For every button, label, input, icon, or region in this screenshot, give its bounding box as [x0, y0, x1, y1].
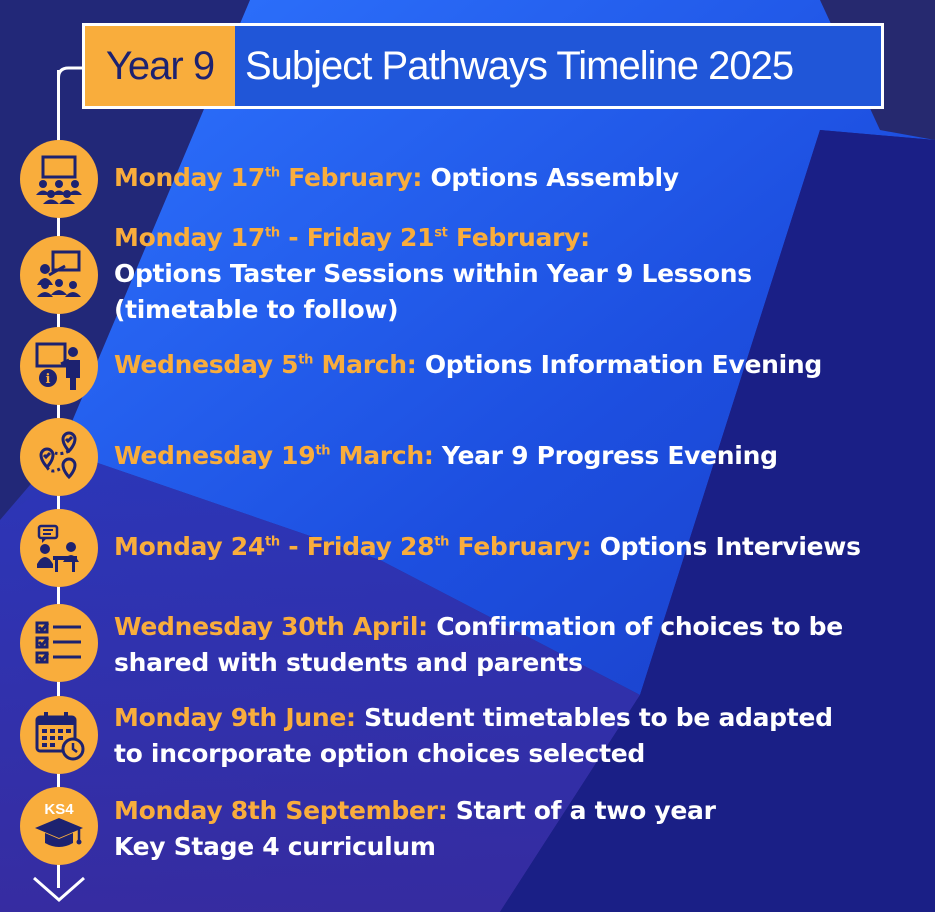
presentation-icon — [20, 236, 98, 314]
item-date: Monday 17th February: — [114, 163, 423, 192]
item-text-line: to incorporate option choices selected — [114, 739, 645, 768]
header-year: Year 9 — [85, 26, 235, 106]
item-date: Wednesday 19th March: — [114, 441, 434, 470]
item-text: Options Interviews — [591, 532, 861, 561]
assembly-icon — [20, 140, 98, 218]
interview-icon — [20, 509, 98, 587]
item-text: Confirmation of choices to be — [427, 612, 843, 641]
information-presenter-icon — [20, 327, 98, 405]
item-text-line: Options Taster Sessions within Year 9 Lessons — [114, 259, 752, 288]
ks4-badge: KS4 — [44, 801, 74, 818]
timeline-item-key-stage-4 — [114, 793, 904, 865]
timeline-item-options-assembly — [114, 160, 904, 196]
chevron-down-icon — [32, 868, 86, 904]
timeline-item-confirmation — [114, 609, 904, 681]
page-header — [82, 23, 884, 109]
item-text-line: (timetable to follow) — [114, 295, 399, 324]
checklist-icon — [20, 604, 98, 682]
graduation-cap-icon — [20, 787, 98, 865]
item-date: Wednesday 5th March: — [114, 350, 417, 379]
item-text-line: shared with students and parents — [114, 648, 583, 677]
item-text: Options Information Evening — [416, 350, 822, 379]
item-text: Options Assembly — [422, 163, 679, 192]
item-text: Year 9 Progress Evening — [433, 441, 778, 470]
header-title: Subject Pathways Timeline 2025 — [235, 26, 881, 106]
timeline-item-taster-sessions — [114, 220, 904, 328]
item-date: Monday 9th June: — [114, 703, 356, 732]
item-text: Student timetables to be adapted — [355, 703, 833, 732]
item-date: Wednesday 30th April: — [114, 612, 428, 641]
item-date: Monday 17th - Friday 21st February: — [114, 223, 590, 252]
progress-route-icon — [20, 418, 98, 496]
timeline-item-student-timetables — [114, 700, 904, 772]
timeline-item-options-interviews — [114, 529, 904, 565]
item-text: Start of a two year — [447, 796, 716, 825]
svg-text:i: i — [45, 372, 51, 387]
item-text-line: Key Stage 4 curriculum — [114, 832, 436, 861]
item-date: Monday 24th - Friday 28th February: — [114, 532, 592, 561]
timeline-item-information-evening — [114, 347, 904, 383]
calendar-clock-icon — [20, 696, 98, 774]
item-date: Monday 8th September: — [114, 796, 448, 825]
timeline-item-progress-evening — [114, 438, 904, 474]
